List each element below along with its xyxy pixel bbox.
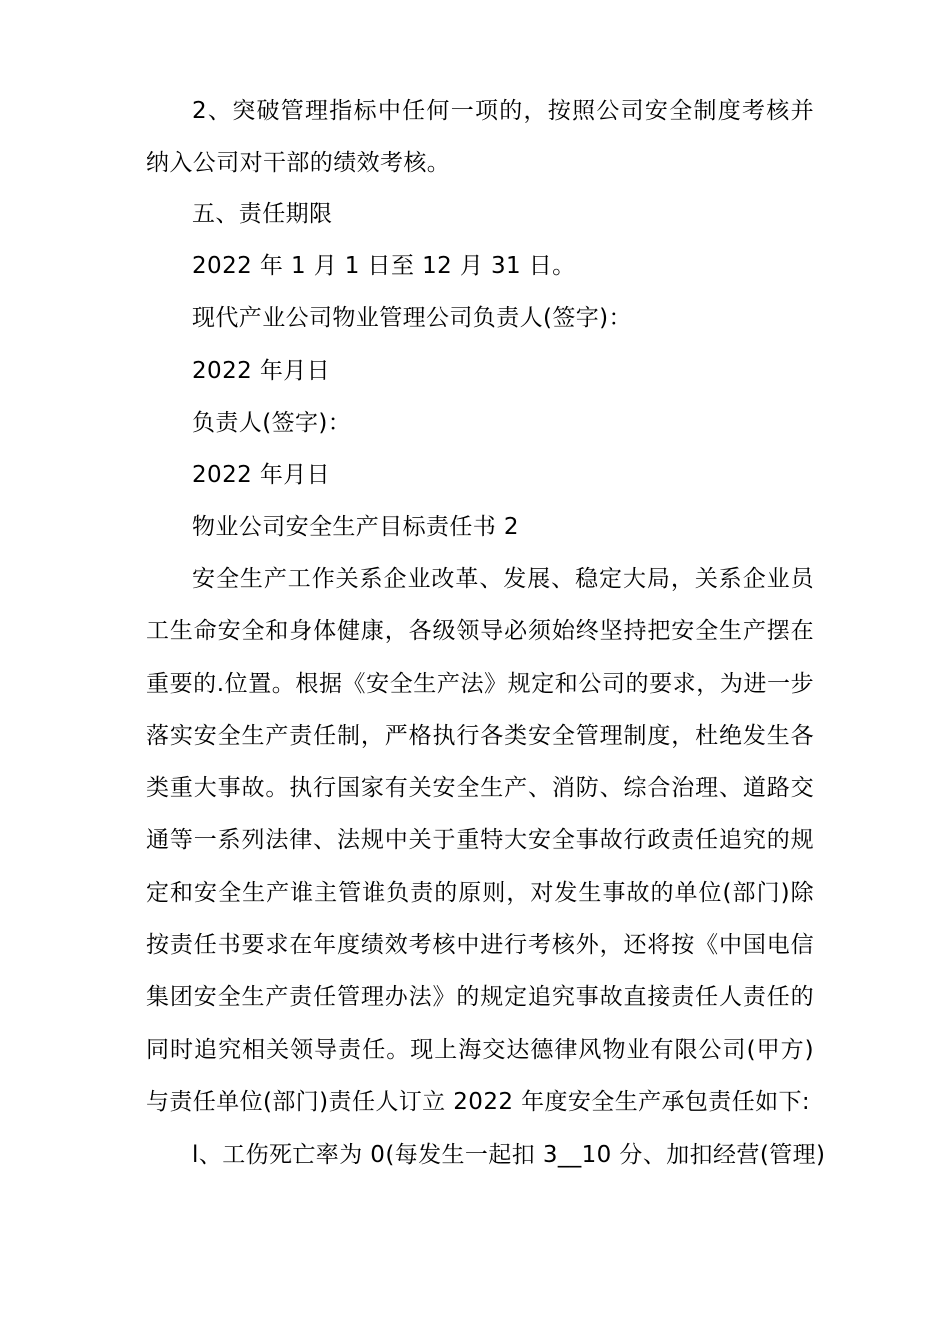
signature-line-company-head: 现代产业公司物业管理公司负责人(签字)： — [192, 305, 632, 331]
date-line-2: 2022 年月日 — [192, 462, 331, 488]
signature-line-responsible: 负责人(签字)： — [192, 410, 352, 436]
paragraph-assessment-rule: 2、突破管理指标中任何一项的，按照公司安全制度考核并纳入公司对干部的绩效考核。 — [146, 98, 814, 177]
section-heading-term: 五、责任期限 — [192, 201, 333, 227]
paragraph-safety-intro: 安全生产工作关系企业改革、发展、稳定大局，关系企业员工生命安全和身体健康，各级领导必须始终坚持把安全生产摆在重要的.位置。根据《安全生产法》规定和公司的要求，为进一步落实安全生产责任制，严格执行各类安全管理制度，杜绝发生各类重大事故。执行国家有关安全生产、消防、综合治理、道路交通等一系列法律、法规中关于重特大安全事故行政责任追究的规定和安全生产谁主管谁负责的原则，对发生事故的单位(部门)除按责任书要求在年度绩效考核中进行考核外，还将按《中国电信集团安全生产责任管理办法》的规定追究事故直接责任人责任的同时追究相关领导责任。现上海交达德律风物业有限公司(甲方)与责任单位(部门)责任人订立 2022 年度安全生产承包责任如下: — [146, 566, 814, 1115]
document-title-2: 物业公司安全生产目标责任书 2 — [192, 514, 519, 540]
paragraph-term-dates: 2022 年 1 月 1 日至 12 月 31 日。 — [192, 253, 576, 279]
date-line-1: 2022 年月日 — [192, 358, 331, 384]
paragraph-injury-rate: l、工伤死亡率为 0(每发生一起扣 3__10 分、加扣经营(管理) — [192, 1142, 826, 1168]
